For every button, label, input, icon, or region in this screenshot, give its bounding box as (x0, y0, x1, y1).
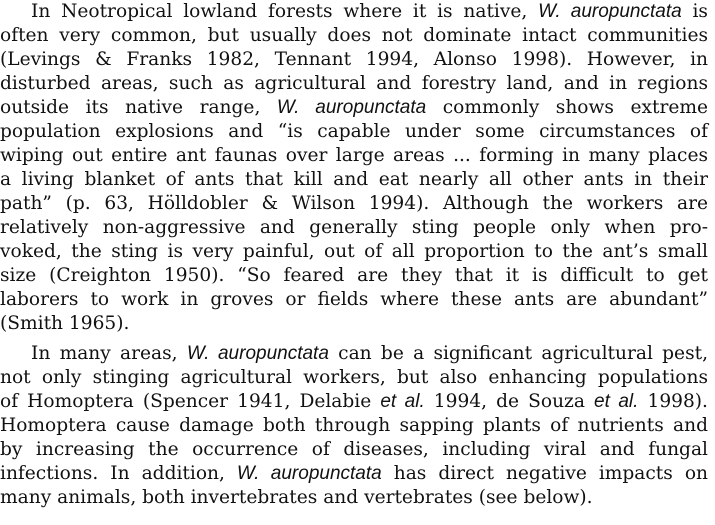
text-line (0, 486, 708, 510)
text-line (0, 216, 708, 240)
text-line (0, 72, 708, 96)
text-span: by increasing the occurrence of diseases, including viral and fungal (0, 439, 708, 460)
text-span: In Neotropical lowland forests where it is native, (31, 1, 539, 22)
text-span: relatively non-aggressive and generally sting people only when pro- (0, 217, 708, 238)
species-name: W. auropunctata (186, 343, 329, 364)
text-line (0, 144, 708, 168)
text-line (0, 438, 708, 462)
text-span: path” (p. 63, Hölldobler & Wilson 1994). Although the workers are (0, 193, 708, 214)
text-span: Homoptera cause damage both through sapping plants of nutrients and (0, 415, 708, 436)
text-line (0, 192, 708, 216)
text-span: can be a significant agricultural pest, (328, 343, 708, 364)
text-line (0, 462, 708, 486)
text-span: disturbed areas, such as agricultural and forestry land, and in regions (0, 73, 708, 94)
text-span: many animals, both invertebrates and vertebrates (see below). (0, 487, 593, 508)
text-span: 1994, de Souza (424, 391, 595, 412)
text-line (0, 390, 708, 414)
et-al: et al. (594, 391, 639, 412)
species-name: W. auropunctata (538, 1, 682, 22)
text-line (0, 342, 708, 366)
text-span: wiping out entire ant faunas over large areas ... forming in many places (0, 145, 708, 166)
text-line (0, 168, 708, 192)
text-span: outside its native range, (0, 97, 277, 118)
text-line (0, 240, 708, 264)
text-span: infections. In addition, (0, 463, 237, 484)
text-span: commonly shows extreme (426, 97, 708, 118)
text-span: In many areas, (31, 343, 187, 364)
text-line (0, 120, 708, 144)
text-span: size (Creighton 1950). “So feared are they that it is difficult to get (0, 265, 708, 286)
text-line (0, 312, 708, 336)
text-span: of Homoptera (Spencer 1941, Delabie (0, 391, 381, 412)
text-span: has direct negative impacts on (381, 463, 708, 484)
text-span: not only stinging agricultural workers, but also enhancing populations (0, 367, 708, 388)
text-line (0, 96, 708, 120)
et-al: et al. (380, 391, 425, 412)
text-span: often very common, but usually does not dominate intact communities (0, 25, 708, 46)
text-line (0, 264, 708, 288)
species-name: W. auropunctata (276, 97, 427, 118)
text-span: (Smith 1965). (0, 313, 130, 334)
species-name: W. auropunctata (236, 463, 382, 484)
text-span: laborers to work in groves or fields where these ants are abundant” (0, 289, 708, 310)
text-span: 1998). (638, 391, 708, 412)
text-span: voked, the sting is very painful, out of all proportion to the ant’s small (0, 241, 708, 262)
text-line (0, 366, 708, 390)
text-span: population explosions and “is capable under some circumstances of (0, 121, 708, 142)
text-line (0, 414, 708, 438)
text-line (0, 0, 708, 24)
text-span: (Levings & Franks 1982, Tennant 1994, Alonso 1998). However, in (0, 49, 708, 70)
text-line (0, 288, 708, 312)
text-line (0, 48, 708, 72)
text-line (0, 24, 708, 48)
text-span: is (681, 1, 708, 22)
text-span: a living blanket of ants that kill and eat nearly all other ants in their (0, 169, 708, 190)
